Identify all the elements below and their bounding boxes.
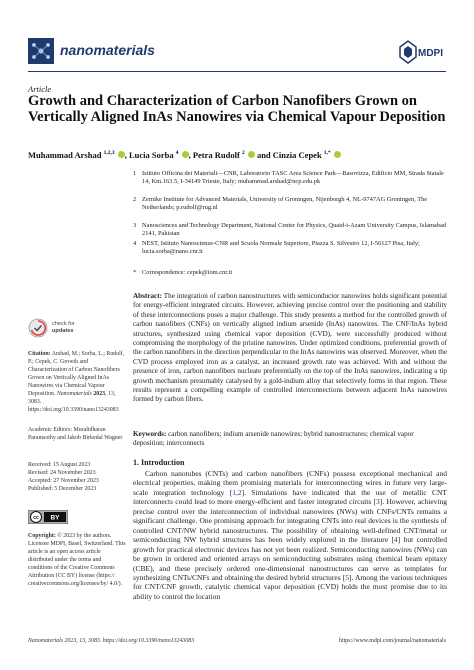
author-name: Petra Rudolf bbox=[192, 149, 240, 160]
keywords-text: carbon nanofibers; indium arsenide nanowires; hybrid nanostructures; chemical vapor deposition; interconnects bbox=[133, 430, 414, 448]
footer-citation: Nanomaterials 2023, 13, 3083. https://doi.org/10.3390/nano13243083 bbox=[28, 638, 195, 644]
affiliation-text: Istituto Officina dei Materiali—CNR, Laboratorio TASC Area Science Park—Basovizza, Edificio MM, Strada Statale 14, Km.163.5, I-34149 Trieste, Italy; muhammad.arshad@ncp.edu.pk bbox=[142, 170, 444, 186]
affiliation bbox=[133, 196, 447, 213]
citation-text: Arshad, M.; Sorba, L.; Rudolf, P.; Cepek, C. Growth and Characterization of Carbon Nanofibers Grown on Vertically Aligned InAs Nanowires via Chemical Vapour Deposition. bbox=[28, 351, 125, 397]
author-affil-sup: 1,* bbox=[323, 150, 331, 156]
citation-year: 2023 bbox=[93, 391, 106, 397]
abstract bbox=[133, 292, 447, 405]
keywords-label: Keywords: bbox=[133, 430, 167, 438]
citation-link[interactable]: 2 bbox=[237, 487, 242, 497]
check-for-updates-label[interactable] bbox=[52, 321, 75, 334]
intro-text: ] but controlled growth for practical electronic devices has not yet been realized. Semiconducting nanowires (NWs) can be grown in ordered and oriented arrays on semiconducting substrates using chemical beam epitaxy (CBE), and these precisely ordered one-dimensional nanostructures can serve as templates for synthesizing CNTs/CNFs and obtaining the desired hybrid structures [ bbox=[133, 535, 447, 582]
affiliation-text: Nanosciences and Technology Department, National Center for Physics, Quaid-i-Azam University Campus, Islamabad 2141, Pakistan bbox=[142, 222, 446, 238]
date-revised: Revised: 24 November 2023 bbox=[28, 470, 96, 476]
copyright-text: © 2023 by the authors. Licensee MDPI, Basel, Switzerland. This article is an open access article distributed under the terms and conditions of the Creative Commons Attribution (CC BY) license (https:// creativecommons.org/licenses/by/ 4.0/). bbox=[28, 533, 126, 587]
intro-paragraph bbox=[133, 469, 447, 601]
citation-link[interactable]: 5 bbox=[345, 572, 349, 582]
publication-dates bbox=[28, 461, 126, 493]
abstract-text: The integration of carbon nanostructures with semiconductor nanowires holds significant potential for energy-efficient integrated circuits. However, achieving precise control over the positioning and stability of these interconnections poses a major challenge. This study presents a method for the controlled growth of carbon nanofibers (CNFs) on vertically aligned indium arsenide (InAs) nanowires. The CNF/InAs hybrid structures, synthesized using chemical vapor deposition (CVD), were successfully produced without compromising the morphology of the pristine nanowires. Under optimized conditions, preferential growth of the carbon nanofibers in the direction perpendicular to the InAs nanowires was observed. Moreover, when the CVD process employed iron as a catalyst, an increased growth rate was achieved. With and without the presence of iron, carbon nanofibers nucleate preferentially on the top of the InAs nanowires, indicating a tip growth mechanism presumably catalysed by a gold-indium alloy that selectively forms in that region. These results represent a compelling example of controlled interconnections between adjacent InAs nanowires formed by carbon fibers. bbox=[133, 292, 447, 404]
citation-link[interactable]: 1 bbox=[232, 487, 236, 497]
citation-journal: Nanomaterials bbox=[56, 391, 92, 397]
date-accepted: Accepted: 27 November 2023 bbox=[28, 478, 99, 484]
journal-name: nanomaterials bbox=[60, 42, 155, 58]
abstract-label: Abstract: bbox=[133, 292, 162, 300]
article-title: Growth and Characterization of Carbon Nanofibers Grown on Vertically Aligned InAs Nanowires via Chemical Vapour Deposition bbox=[28, 93, 446, 125]
copyright-label: Copyright: bbox=[28, 533, 56, 539]
mdpi-logo[interactable] bbox=[398, 39, 446, 65]
affiliation-number: 2 bbox=[133, 196, 137, 203]
affiliation bbox=[133, 222, 447, 239]
header-rule bbox=[28, 71, 446, 72]
section-heading: 1. Introduction bbox=[133, 458, 185, 467]
orcid-icon[interactable] bbox=[118, 151, 125, 158]
citation-link[interactable]: 4 bbox=[394, 535, 398, 545]
author-affil-sup: 4 bbox=[175, 150, 179, 156]
check-for-updates-line: check for bbox=[52, 321, 75, 327]
svg-text:cc: cc bbox=[33, 515, 39, 521]
orcid-icon[interactable] bbox=[248, 151, 255, 158]
affiliation bbox=[133, 170, 447, 187]
citation-block bbox=[28, 350, 126, 414]
citation-label: Citation: bbox=[28, 351, 51, 357]
copyright-block bbox=[28, 532, 126, 588]
date-received: Received: 15 August 2023 bbox=[28, 462, 91, 468]
orcid-icon[interactable] bbox=[334, 151, 341, 158]
correspondence bbox=[133, 269, 447, 277]
citation-link[interactable]: 3 bbox=[376, 497, 380, 507]
check-for-updates-line: updates bbox=[52, 327, 74, 334]
affiliation-number: 4 bbox=[133, 240, 137, 247]
author-name: Lucia Sorba bbox=[128, 149, 174, 160]
author-list: Muhammad Arshad $^{1,2,3}$ , Lucia Sorba $^4$ , Petra Rudolf $^2$ and Cinzia Cepek $^{1,*}$ bbox=[28, 148, 448, 161]
date-published: Published: 5 December 2023 bbox=[28, 486, 97, 492]
affiliation bbox=[133, 240, 447, 257]
check-for-updates-icon[interactable] bbox=[28, 318, 48, 338]
footer-journal-url[interactable]: https://www.mdpi.com/journal/nanomaterials bbox=[339, 638, 446, 644]
intro-text: , bbox=[235, 487, 238, 497]
author-affil-sup: 1,2,3 bbox=[103, 150, 115, 156]
intro-text: ]. However, achieving precise control over the interconnection of individual nanowires (NWs) with CNFs/CNTs remains a significant challenge. One promising approach for integrating CNTs into real devices is the synthesis of controlled CNT/NW hybrid nanostructures. The possibility of obtaining well-defined CNT/metal or semiconducting NW hybrid structures has been widely explored in the literature [ bbox=[133, 497, 447, 545]
article-type: Article bbox=[28, 84, 52, 94]
author-name: Muhammad Arshad bbox=[28, 149, 102, 160]
keywords bbox=[133, 430, 447, 449]
citation-doi[interactable]: , 13, 3083. https://doi.org/10.3390/nano13243083 bbox=[28, 391, 119, 413]
affiliation-text: Zernike Institute for Advanced Materials, University of Groningen, Nijenborgh 4, NL-9747AG Groningen, The Netherlands; p.rudolf@rug.nl bbox=[142, 196, 428, 212]
correspondence-mark: * bbox=[133, 269, 137, 276]
affiliation-text: NEST, Istituto Nanoscienze-CNR and Scuola Normale Superiore, Piazza S. Silvestro 12, I-56127 Pisa, Italy; lucia.sorba@nano.cnr.it bbox=[142, 240, 420, 256]
mdpi-logo-text: MDPI bbox=[418, 48, 443, 59]
affiliation-number: 3 bbox=[133, 222, 137, 229]
journal-logo-icon bbox=[28, 38, 54, 64]
affiliation-number: 1 bbox=[133, 170, 137, 177]
orcid-icon[interactable] bbox=[182, 151, 189, 158]
correspondence-text: Correspondence: cepek@iom.cnr.it bbox=[142, 269, 233, 276]
author-affil-sup: 2 bbox=[241, 150, 245, 156]
intro-text: Carbon nanotubes (CNTs) and carbon nanofibers (CNFs) possess exceptional mechanical and electrical properties, making them promising materials for interconnecting wires in future very large-scale integration technology [ bbox=[133, 469, 447, 497]
cc-by-text: BY bbox=[50, 514, 60, 522]
cc-by-license-icon[interactable] bbox=[28, 510, 68, 524]
academic-editors: Academic Editors: Muralidharan Paramsothy and Jakob Birkedal Wagner bbox=[28, 427, 123, 441]
intro-text: ]. Simulations have indicated that the use of metallic CNT interconnects could lead to more energy-efficient and faster integrated circuits [ bbox=[133, 487, 447, 507]
intro-text: ]. Among the various techniques for CNT/CNF growth, catalytic chemical vapor deposition (CVD) holds the most promise due to its ability to control the location bbox=[133, 572, 447, 601]
author-name: Cinzia Cepek bbox=[272, 149, 322, 160]
